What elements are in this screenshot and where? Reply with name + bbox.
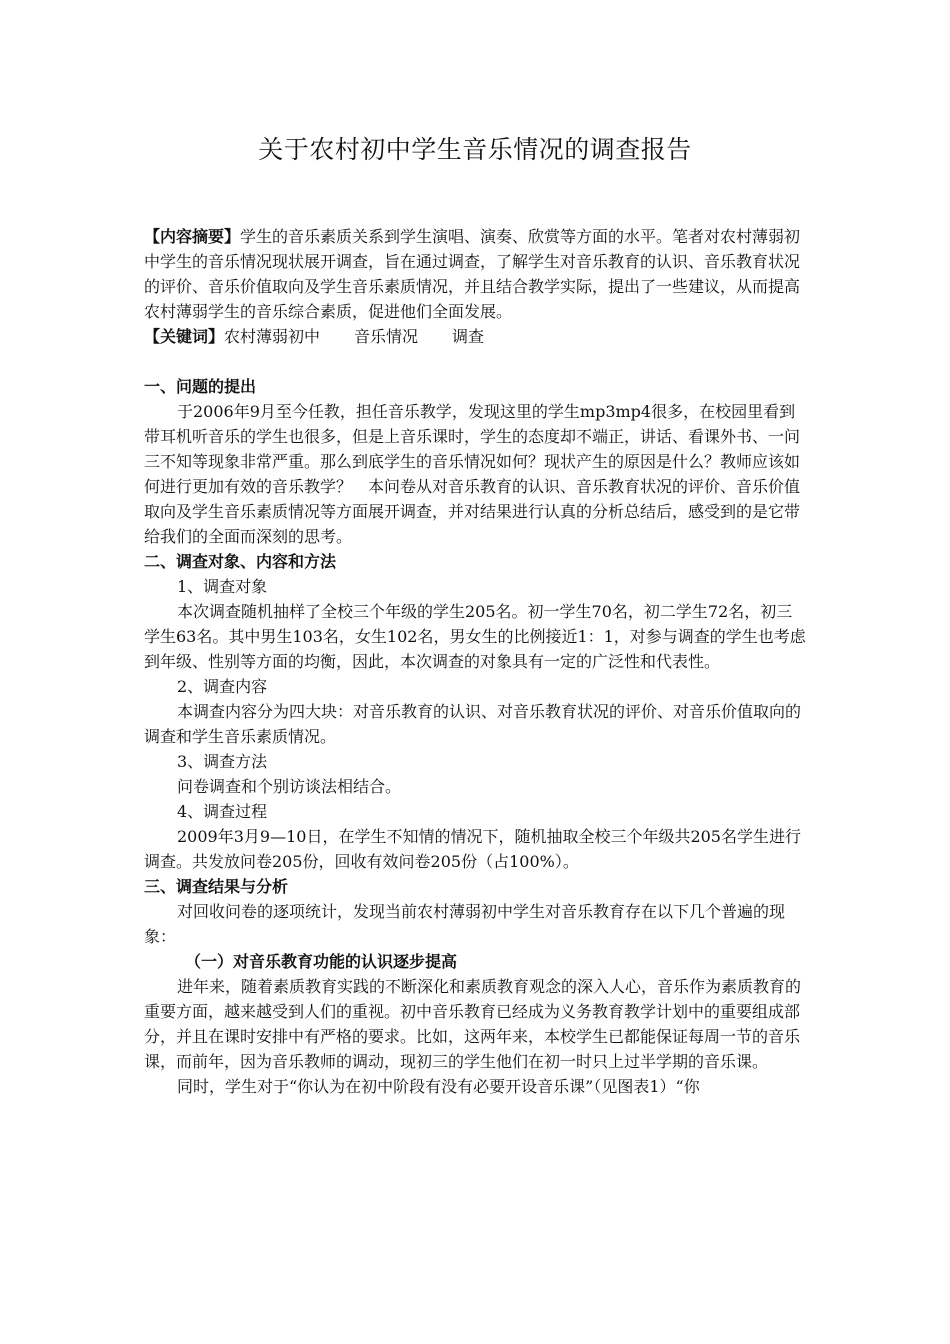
section-heading: 二、调查对象、内容和方法 xyxy=(144,552,337,571)
section-heading: 三、调查结果与分析 xyxy=(144,877,289,896)
body-paragraph: 2009年3月9—10日，在学生不知情的情况下，随机抽取全校三个年级共205名学生进行调查。共发放问卷205份，回收有效问卷205份（占100%）。 xyxy=(144,827,801,871)
document-body xyxy=(144,224,808,1099)
subsection-heading: （一）对音乐教育功能的认识逐步提高 xyxy=(185,952,458,971)
section-heading: 一、问题的提出 xyxy=(144,377,257,396)
keywords-line xyxy=(144,324,808,349)
keyword-item: 调查 xyxy=(452,327,485,346)
keywords-label: 【关键词】 xyxy=(144,327,225,346)
body-paragraph: 对回收问卷的逐项统计，发现当前农村薄弱初中学生对音乐教育存在以下几个普遍的现象： xyxy=(144,902,786,946)
keyword-item: 音乐情况 xyxy=(354,327,419,346)
body-paragraph: 本调查内容分为四大块：对音乐教育的认识、对音乐教育状况的评价、对音乐价值取向的调查和学生音乐素质情况。 xyxy=(144,702,802,746)
abstract-text: 学生的音乐素质关系到学生演唱、演奏、欣赏等方面的水平。笔者对农村薄弱初中学生的音乐情况现状展开调查，旨在通过调查，了解学生对音乐教育的认识、音乐教育状况的评价、音乐价值取向及学生音乐素质情况，并且结合教学实际，提出了一些建议，从而提高农村薄弱学生的音乐综合素质，促进他们全面发展。 xyxy=(144,227,801,321)
subsection-heading: 3、调查方法 xyxy=(177,752,268,771)
keyword-item: 农村薄弱初中 xyxy=(224,327,321,346)
body-paragraph: 同时，学生对于“你认为在初中阶段有没有必要开设音乐课”（见图表1）“你 xyxy=(177,1077,700,1096)
body-paragraph: 进年来，随着素质教育实践的不断深化和素质教育观念的深入人心，音乐作为素质教育的重要方面，越来越受到人们的重视。初中音乐教育已经成为义务教育教学计划中的重要组成部分，并且在课时安排中有严格的要求。比如，这两年来，本校学生已都能保证每周一节的音乐课，而前年，因为音乐教师的调动，现初三的学生他们在初一时只上过半学期的音乐课。 xyxy=(144,977,802,1071)
body-paragraph: 本次调查随机抽样了全校三个年级的学生205名。初一学生70名，初二学生72名，初三学生63名。其中男生103名，女生102名，男女生的比例接近1：1，对参与调查的学生也考虑到年级、性别等方面的均衡，因此，本次调查的对象具有一定的广泛性和代表性。 xyxy=(144,602,806,671)
body-paragraph: 问卷调查和个别访谈法相结合。 xyxy=(177,777,402,796)
subsection-heading: 2、调查内容 xyxy=(177,677,268,696)
subsection-heading: 1、调查对象 xyxy=(177,577,268,596)
abstract-paragraph xyxy=(144,224,808,324)
body-paragraph: 于2006年9月至今任教，担任音乐教学，发现这里的学生mp3mp4很多，在校园里看到带耳机听音乐的学生也很多，但是上音乐课时，学生的态度却不端正，讲话、看课外书、一问三不知等现象非常严重。那么到底学生的音乐情况如何？现状产生的原因是什么？教师应该如何进行更加有效的音乐教学？ 本问卷从对音乐教育的认识、音乐教育状况的评价、音乐价值取向及学生音乐素质情况等方面展开调查，并对结果进行认真的分析总结后，感受到的是它带给我们的全面而深刻的思考。 xyxy=(144,402,801,546)
abstract-label: 【内容摘要】 xyxy=(144,227,241,246)
page-title: 关于农村初中学生音乐情况的调查报告 xyxy=(258,135,692,164)
subsection-heading: 4、调查过程 xyxy=(177,802,268,821)
